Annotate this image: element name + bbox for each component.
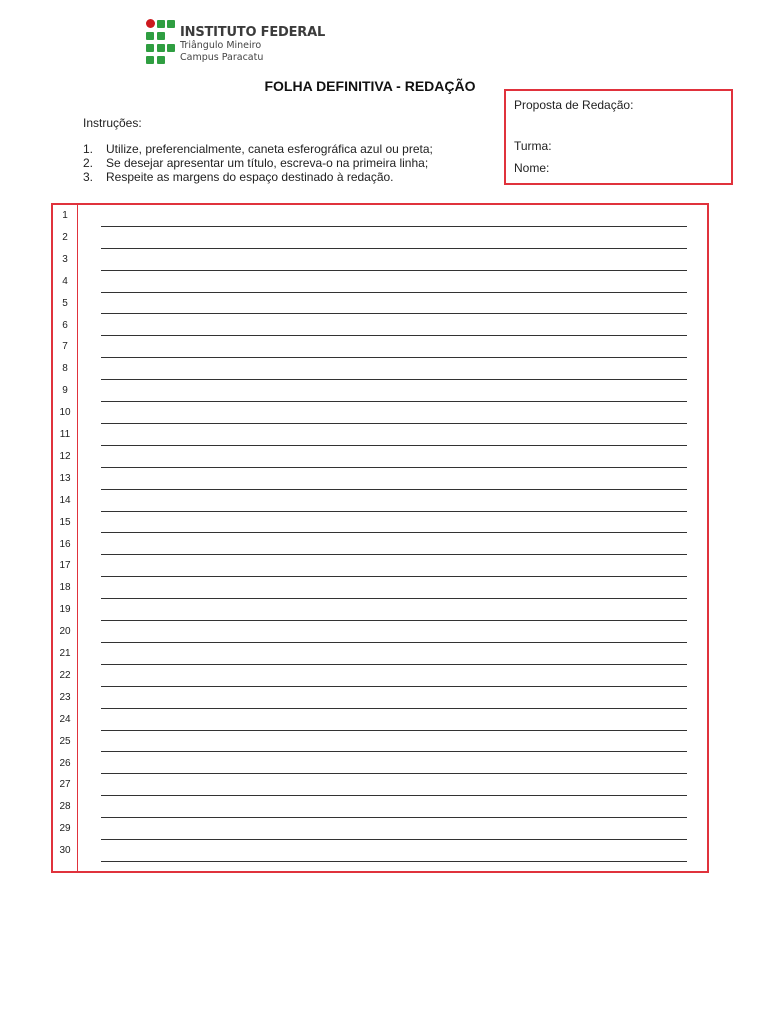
instruction-item bbox=[83, 170, 433, 184]
line-number: 13 bbox=[59, 472, 71, 484]
writing-line[interactable] bbox=[53, 271, 707, 293]
writing-line[interactable] bbox=[53, 249, 707, 271]
line-number: 26 bbox=[59, 757, 71, 769]
writing-line[interactable] bbox=[53, 336, 707, 358]
line-number: 23 bbox=[59, 691, 71, 703]
writing-line[interactable] bbox=[53, 840, 707, 862]
writing-line[interactable] bbox=[53, 512, 707, 534]
nome-label: Nome: bbox=[514, 161, 550, 175]
writing-line[interactable] bbox=[53, 446, 707, 468]
instruction-number: 1. bbox=[83, 142, 94, 156]
instructions-list bbox=[83, 142, 433, 184]
instruction-item bbox=[83, 156, 433, 170]
writing-line[interactable] bbox=[53, 402, 707, 424]
line-number: 15 bbox=[59, 516, 71, 528]
instruction-number: 2. bbox=[83, 156, 94, 170]
writing-line[interactable] bbox=[53, 293, 707, 315]
logo-subtitle-2: Campus Paracatu bbox=[180, 51, 264, 63]
writing-line[interactable] bbox=[53, 599, 707, 621]
writing-line[interactable] bbox=[53, 358, 707, 380]
writing-line[interactable] bbox=[53, 315, 707, 337]
line-number: 17 bbox=[59, 560, 71, 572]
writing-line[interactable] bbox=[53, 709, 707, 731]
line-number: 7 bbox=[62, 341, 68, 353]
writing-line[interactable] bbox=[53, 534, 707, 556]
line-number: 4 bbox=[62, 275, 68, 287]
line-number: 22 bbox=[59, 669, 71, 681]
writing-line[interactable] bbox=[53, 731, 707, 753]
line-number: 8 bbox=[62, 363, 68, 375]
proposta-label: Proposta de Redação: bbox=[514, 98, 634, 112]
writing-line[interactable] bbox=[53, 818, 707, 840]
writing-line[interactable] bbox=[53, 753, 707, 775]
line-number: 28 bbox=[59, 801, 71, 813]
writing-line[interactable] bbox=[53, 687, 707, 709]
line-number: 5 bbox=[62, 297, 68, 309]
line-number: 14 bbox=[59, 494, 71, 506]
line-rule bbox=[101, 861, 687, 862]
instruction-item bbox=[83, 142, 433, 156]
line-number: 12 bbox=[59, 450, 71, 462]
line-number: 11 bbox=[59, 429, 71, 440]
line-number: 1 bbox=[62, 210, 68, 221]
writing-line[interactable] bbox=[53, 621, 707, 643]
line-number: 10 bbox=[59, 407, 71, 419]
line-number: 9 bbox=[62, 385, 68, 397]
writing-line[interactable] bbox=[53, 380, 707, 402]
logo-mark-icon bbox=[146, 19, 176, 66]
instruction-number: 3. bbox=[83, 170, 94, 184]
instructions-label: Instruções: bbox=[83, 116, 142, 130]
writing-line[interactable] bbox=[53, 643, 707, 665]
instruction-text: Respeite as margens do espaço destinado à redação. bbox=[106, 170, 394, 184]
line-number: 2 bbox=[62, 231, 68, 243]
line-number: 18 bbox=[59, 582, 71, 594]
turma-label: Turma: bbox=[514, 139, 552, 153]
line-number: 3 bbox=[62, 253, 68, 265]
line-number: 24 bbox=[59, 713, 71, 725]
writing-line[interactable] bbox=[53, 424, 707, 446]
instruction-text: Utilize, preferencialmente, caneta esferográfica azul ou preta; bbox=[106, 142, 433, 156]
writing-line[interactable] bbox=[53, 490, 707, 512]
writing-line[interactable] bbox=[53, 774, 707, 796]
line-number: 29 bbox=[59, 823, 71, 835]
institute-logo bbox=[146, 19, 326, 67]
instructions bbox=[83, 116, 433, 184]
line-number: 19 bbox=[59, 604, 71, 616]
line-number: 6 bbox=[62, 319, 68, 331]
line-number: 27 bbox=[59, 779, 71, 791]
proposal-box bbox=[504, 89, 733, 185]
writing-line[interactable] bbox=[53, 555, 707, 577]
writing-line[interactable] bbox=[53, 468, 707, 490]
logo-title: INSTITUTO FEDERAL bbox=[180, 25, 326, 40]
line-number: 20 bbox=[59, 626, 71, 638]
logo-subtitle-1: Triângulo Mineiro bbox=[180, 40, 262, 51]
instruction-text: Se desejar apresentar um título, escreva-o na primeira linha; bbox=[106, 156, 429, 170]
writing-line[interactable] bbox=[53, 577, 707, 599]
writing-line[interactable] bbox=[53, 227, 707, 249]
line-number: 25 bbox=[59, 735, 71, 747]
line-number: 21 bbox=[59, 648, 71, 659]
line-number: 30 bbox=[59, 845, 71, 857]
essay-sheet bbox=[51, 203, 709, 873]
writing-line[interactable] bbox=[53, 205, 707, 227]
line-number: 16 bbox=[59, 538, 71, 550]
writing-line[interactable] bbox=[53, 796, 707, 818]
page-title: FOLHA DEFINITIVA - REDAÇÃO bbox=[264, 78, 476, 94]
writing-line[interactable] bbox=[53, 665, 707, 687]
